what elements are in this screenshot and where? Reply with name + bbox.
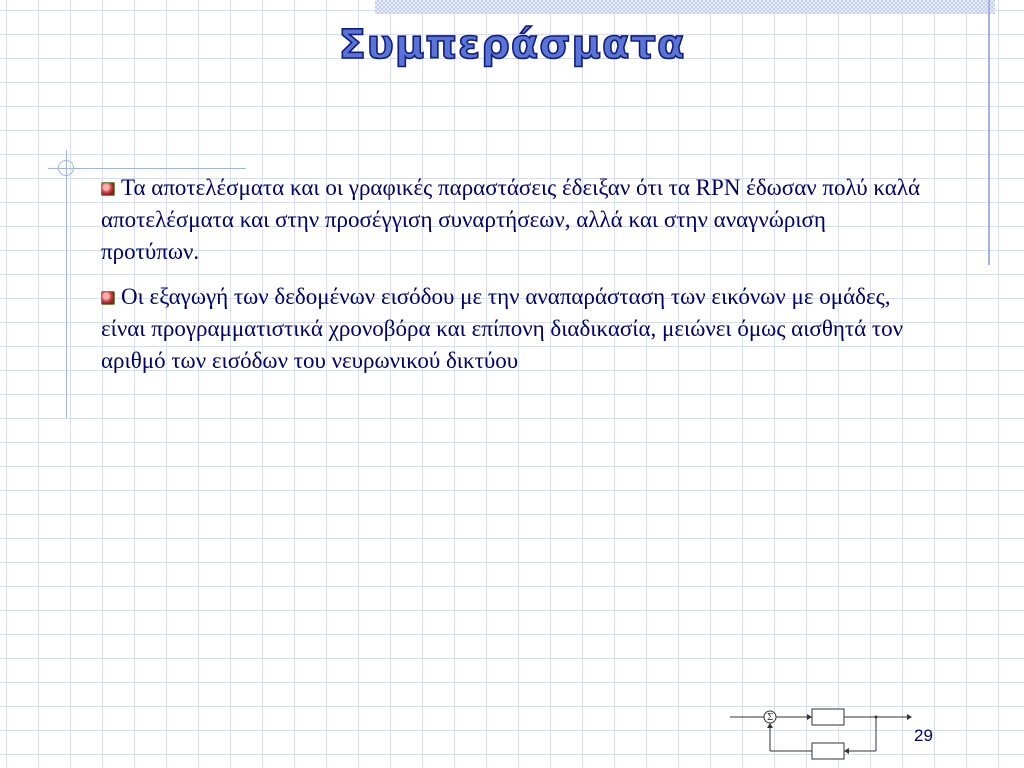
- bullet-text: Τα αποτελέσματα και οι γραφικές παραστάσεις έδειξαν ότι τα RPN έδωσαν πολύ καλά αποτελέσματα και στην προσέγγιση συναρτήσεων, αλλά και στην αναγνώριση προτύπων.: [101, 175, 921, 264]
- flower-bullet-icon: [101, 291, 115, 305]
- summing-symbol: Σ: [766, 713, 774, 723]
- flower-bullet-icon: [101, 182, 115, 196]
- crosshair-horizontal-line: [48, 168, 246, 169]
- bullet-text: Οι εξαγωγή των δεδομένων εισόδου με την αναπαράσταση των εικόνων με ομάδες, είναι προγραμματιστικά χρονοβόρα και επίπονη διαδικασία, μειώνει όμως αισθητά τον αριθμό των εισόδων του νευρωνικού δικτύου: [101, 284, 904, 373]
- slide-body: [101, 172, 921, 390]
- page-number: 29: [914, 726, 933, 745]
- feedback-block-diagram-icon: [728, 706, 918, 766]
- crosshair-circle: [58, 160, 74, 176]
- slide-title: Συμπεράσματα: [338, 22, 686, 68]
- bullet-paragraph: [101, 172, 921, 268]
- title-decoration-bar: [375, 0, 995, 14]
- bullet-paragraph: [101, 281, 921, 377]
- crosshair-vertical-line: [66, 150, 67, 418]
